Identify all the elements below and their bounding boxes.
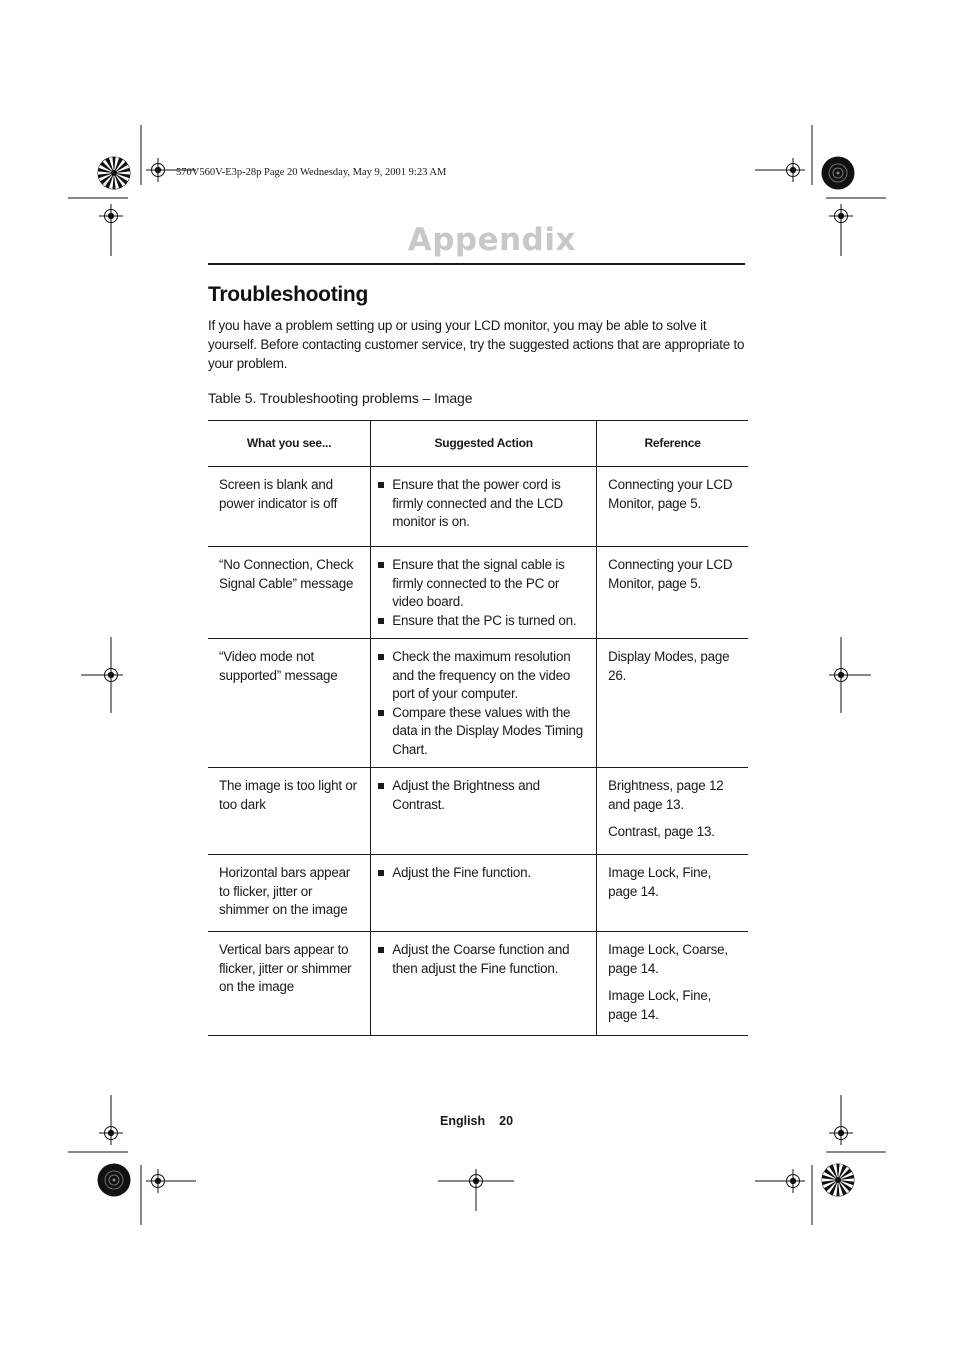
- page-number: 20: [499, 1114, 514, 1128]
- action-item: [377, 777, 590, 814]
- action-text: Adjust the Coarse function and then adjust the Fine function.: [392, 942, 570, 976]
- bullet-square-icon: [378, 618, 384, 624]
- action-text: Adjust the Fine function.: [392, 865, 531, 880]
- action-cell: [371, 932, 597, 1036]
- table-row: [208, 467, 748, 547]
- intro-paragraph: If you have a problem setting up or using your LCD monitor, you may be able to solve it yourself. Before contacting customer service, try the suggested actions that are appropriate to your problem.: [208, 318, 745, 371]
- action-cell: [371, 467, 597, 547]
- troubleshooting-table: [208, 420, 748, 1036]
- bullet-square-icon: [378, 562, 384, 568]
- action-cell: [371, 768, 597, 855]
- bullet-square-icon: [378, 710, 384, 716]
- bullet-square-icon: [378, 482, 384, 488]
- action-item: [377, 556, 590, 612]
- action-item: [377, 864, 590, 883]
- header-reference: Reference: [597, 421, 748, 467]
- title-rule: [208, 263, 745, 265]
- action-text: Check the maximum resolution and the frequency on the video port of your computer.: [392, 649, 571, 701]
- action-text: Adjust the Brightness and Contrast.: [392, 778, 540, 812]
- table-row: [208, 547, 748, 639]
- reference-cell: [597, 768, 748, 855]
- action-text: Ensure that the PC is turned on.: [392, 612, 577, 628]
- symptom-cell: Horizontal bars appear to flicker, jitter or shimmer on the image: [208, 855, 371, 932]
- symptom-cell: “No Connection, Check Signal Cable” message: [208, 547, 371, 639]
- action-item: [377, 704, 590, 760]
- bullet-square-icon: [378, 654, 384, 660]
- reference-cell: [597, 547, 748, 639]
- table-row: [208, 932, 748, 1036]
- action-item: [377, 612, 590, 631]
- action-cell: [371, 639, 597, 768]
- reference-cell: [597, 467, 748, 547]
- reference-cell: [597, 639, 748, 768]
- reference-cell: [597, 932, 748, 1036]
- symptom-cell: Vertical bars appear to flicker, jitter or shimmer on the image: [208, 932, 371, 1036]
- reference-text: Brightness, page 12 and page 13.: [608, 778, 724, 812]
- reference-text: Image Lock, Fine, page 14.: [608, 865, 712, 899]
- action-cell: [371, 547, 597, 639]
- header-suggested-action: Suggested Action: [371, 421, 597, 467]
- bullet-square-icon: [378, 947, 384, 953]
- action-text: Ensure that the signal cable is firmly connected to the PC or video board.: [392, 557, 565, 609]
- reference-text: Contrast, page 13.: [608, 824, 715, 839]
- table-header-row: [208, 421, 748, 467]
- print-job-header: 570V560V-E3p-28p Page 20 Wednesday, May 9, 2001 9:23 AM: [176, 167, 447, 178]
- bullet-square-icon: [378, 783, 384, 789]
- action-item: [377, 648, 590, 704]
- symptom-cell: The image is too light or too dark: [208, 768, 371, 855]
- footer-language: English: [440, 1114, 486, 1128]
- bullet-square-icon: [378, 870, 384, 876]
- header-what-you-see: What you see...: [208, 421, 371, 467]
- table-row: [208, 768, 748, 855]
- appendix-title: Appendix: [407, 222, 576, 258]
- reference-text: Display Modes, page 26.: [608, 649, 730, 683]
- table-row: [208, 639, 748, 768]
- table-caption: Table 5. Troubleshooting problems – Image: [208, 390, 473, 406]
- action-cell: [371, 855, 597, 932]
- action-text: Compare these values with the data in the Display Modes Timing Chart.: [392, 704, 584, 757]
- reference-text: Connecting your LCD Monitor, page 5.: [608, 477, 733, 511]
- reference-text: Image Lock, Fine, page 14.: [608, 988, 712, 1022]
- page-footer: [440, 1114, 513, 1128]
- symptom-cell: “Video mode not supported” message: [208, 639, 371, 768]
- action-item: [377, 476, 590, 532]
- symptom-cell: Screen is blank and power indicator is off: [208, 467, 371, 547]
- reference-cell: [597, 855, 748, 932]
- reference-text: Connecting your LCD Monitor, page 5.: [608, 557, 733, 591]
- reference-text: Image Lock, Coarse, page 14.: [608, 942, 728, 976]
- action-text: Ensure that the power cord is firmly connected and the LCD monitor is on.: [392, 477, 564, 529]
- table-row: [208, 855, 748, 932]
- action-item: [377, 941, 590, 978]
- section-title: Troubleshooting: [208, 283, 368, 306]
